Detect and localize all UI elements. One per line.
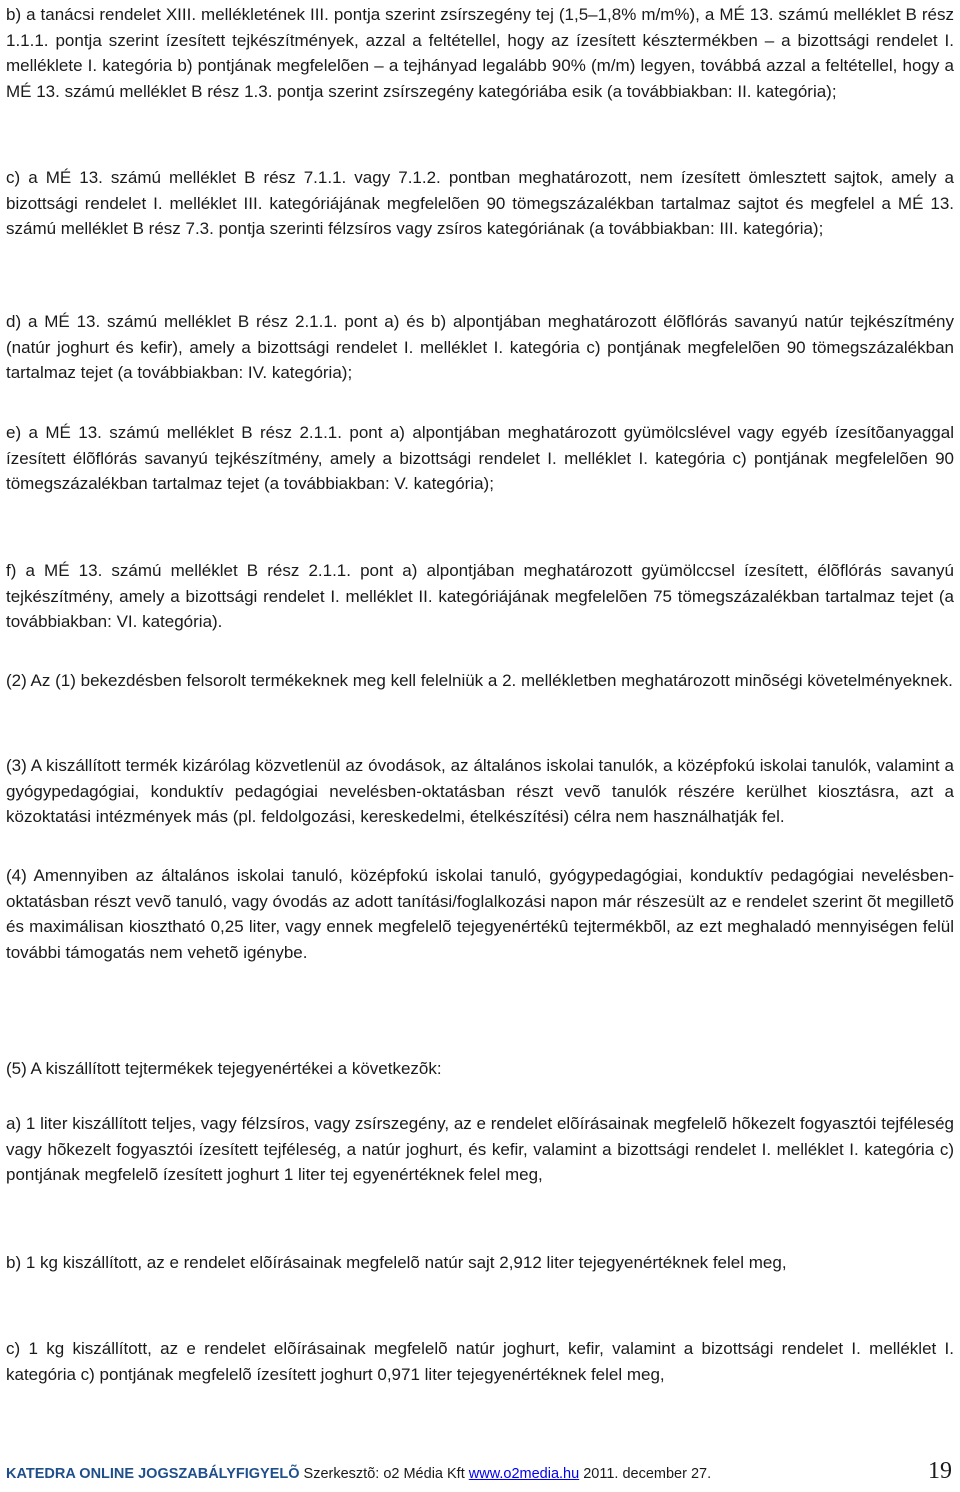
section-5-item-a: a) 1 liter kiszállított teljes, vagy félzsíros, vagy zsírszegény, az e rendelet elõírásainak megfelelõ hõkezelt fogyasztói tejféleség vagy hõkezelt fogyasztói ízesített tejféleség, a natúr joghurt, és kefir, valamint a bizottsági rendelet I. melléklet I. kategória c) pontjának megfelelõ ízesített joghurt 1 liter tej egyenértéknek felel meg, [6,1114,954,1185]
section-5-item-c: c) 1 kg kiszállított, az e rendelet elõírásainak megfelelõ natúr joghurt, kefir, valamint a bizottsági rendelet I. melléklet I. kategória c) pontjának megfelelõ ízesített joghurt 0,971 liter tejegyenértéknek felel meg, [6,1339,954,1384]
page-footer [6,1458,954,1489]
footer-brand: KATEDRA ONLINE JOGSZABÁLYFIGYELÕ [6,1466,300,1482]
paragraph-d: d) a MÉ 13. számú melléklet B rész 2.1.1. pont a) és b) alpontjában meghatározott élõflórás savanyú natúr tejkészítmény (natúr joghurt és kefir), amely a bizottsági rendelet I. melléklet I. kategória c) pontjának megfelelõen 90 tömegszázalékban tartalmaz tejet (a továbbiakban: IV. kategória); [6,312,954,383]
footer-link[interactable]: www.o2media.hu [468,1466,580,1482]
section-5-item-b: b) 1 kg kiszállított, az e rendelet elõírásainak megfelelõ natúr sajt 2,912 liter tejegyenértéknek felel meg, [6,1253,787,1272]
footer-editor: Szerkesztõ: o2 Média Kft [303,1466,465,1482]
paragraph-c: c) a MÉ 13. számú melléklet B rész 7.1.1. vagy 7.1.2. pontban meghatározott, nem ízesített ömlesztett sajtok, amely a bizottsági rendelet I. melléklet III. kategóriájának megfelelõen 90 tömegszázalékban tartalmaz sajtot és megfelel a MÉ 13. számú melléklet B rész 7.3. pontja szerinti félzsíros vagy zsíros kategóriának (a továbbiakban: III. kategória); [6,168,954,239]
section-5: (5) A kiszállított tejtermékek tejegyenértékei a következõk: [6,1059,442,1078]
paragraph-f: f) a MÉ 13. számú melléklet B rész 2.1.1. pont a) alpontjában meghatározott gyümölccsel ízesített, élõflórás savanyú tejkészítmény, amely a bizottsági rendelet I. melléklet II. kategóriájának megfelelõen 75 tömegszázalékban tartalmaz tejet (a továbbiakban: VI. kategória). [6,561,954,632]
paragraph-b: b) a tanácsi rendelet XIII. mellékletének III. pontja szerint zsírszegény tej (1,5–1,8% m/m%), a MÉ 13. számú melléklet B rész 1.1.1. pontja szerint ízesített tejkészítmények, azzal a feltétellel, hogy az ízesített késztermékben – a bizottsági rendelet I. melléklete I. kategória b) pontjának megfelelõen – a tejhányad legalább 90% (m/m) legyen, továbbá azzal a feltétellel, hogy a MÉ 13. számú melléklet B rész 1.3. pontja szerint zsírszegény kategóriába esik (a továbbiakban: II. kategória); [6,5,954,101]
paragraph-e: e) a MÉ 13. számú melléklet B rész 2.1.1. pont a) alpontjában meghatározott gyümölcslével vagy egyéb ízesítõanyaggal ízesített élõflórás savanyú tejkészítmény, amely a bizottsági rendelet I. melléklet I. kategória c) pontjának megfelelõen 90 tömegszázalékban tartalmaz tejet (a továbbiakban: V. kategória); [6,423,954,494]
section-4: (4) Amennyiben az általános iskolai tanuló, középfokú iskolai tanuló, gyógypedagógiai, konduktív pedagógiai nevelésben-oktatásban részt vevõ tanuló, vagy óvodás az adott tanítási/foglalkozási napon már részesült az e rendelet szerint õt megilletõ és maximálisan kiosztható 0,25 liter, vagy ennek megfelelõ tejegyenértékû tejtermékbõl, az ezt meghaladó mennyiségen felül további támogatás nem vehetõ igénybe. [6,866,954,962]
page-number: 19 [928,1458,952,1484]
section-3: (3) A kiszállított termék kizárólag közvetlenül az óvodások, az általános iskolai tanulók, a középfokú iskolai tanulók, valamint a gyógypedagógiai, konduktív pedagógiai nevelésben-oktatásban részt vevõ tanulók részére kerülhet kiosztásra, azt a közoktatási intézmények más (pl. feldolgozási, kereskedelmi, ételkészítési) célra nem használhatják fel. [6,756,954,827]
footer-date: 2011. december 27. [583,1466,712,1482]
section-2: (2) Az (1) bekezdésben felsorolt termékeknek meg kell felelniük a 2. mellékletben meghatározott minõségi követelményeknek. [6,671,953,690]
